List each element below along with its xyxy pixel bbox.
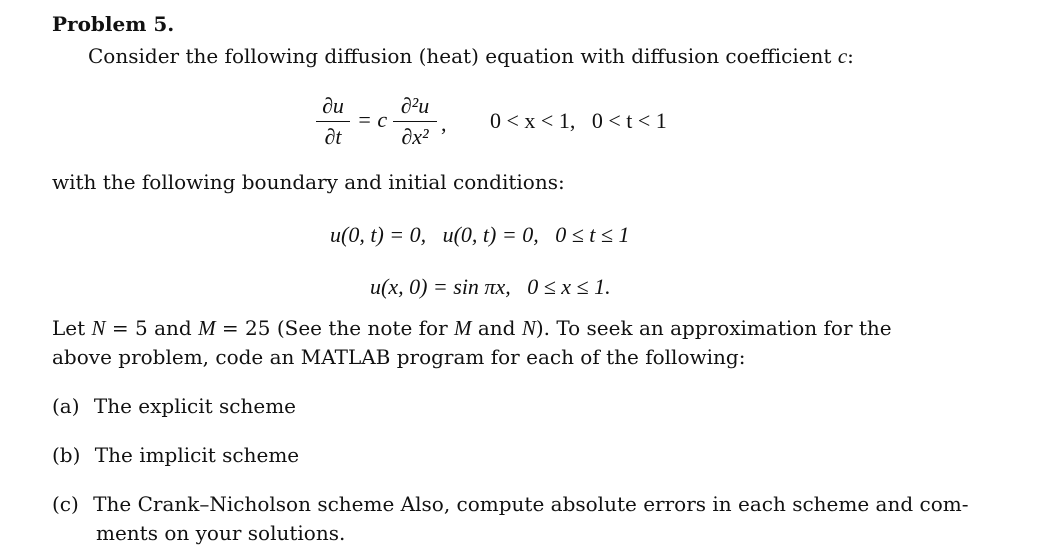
intro-variable: c (837, 44, 848, 68)
params-text-1: Let (52, 316, 92, 340)
item-a-label: (a) (52, 394, 80, 418)
pde-equals: = c (357, 107, 388, 132)
initial-condition: u(x, 0) = sin πx, 0 ≤ x ≤ 1. (370, 274, 611, 299)
params-line-2: above problem, code an MATLAB program for each of the following: (52, 345, 746, 369)
rhs-numerator: ∂²u (400, 93, 430, 118)
rhs-denominator: ∂x² (401, 124, 429, 150)
list-item-b (52, 441, 299, 470)
item-c-text-line2: ments on your solutions. (96, 521, 346, 545)
problem-title: Problem 5. (52, 12, 175, 36)
lhs-denominator: ∂t (324, 124, 342, 150)
params-text-5: ). To seek an approximation for the (535, 316, 892, 340)
params-paragraph (52, 314, 892, 343)
params-text-3: = 25 (See the note for (215, 316, 454, 340)
lhs-fraction (316, 93, 350, 150)
pde-comma: , (441, 111, 447, 136)
params-text-4: and (471, 316, 522, 340)
rhs-fraction-bar (393, 121, 437, 122)
intro-paragraph (88, 42, 854, 71)
item-c-text-line1: The Crank–Nicholson scheme Also, compute absolute errors in each scheme and com- (93, 492, 969, 516)
item-b-label: (b) (52, 443, 81, 467)
rhs-fraction (393, 93, 437, 150)
bc-intro: with the following boundary and initial conditions: (52, 170, 565, 194)
pde-domain: 0 < x < 1, 0 < t < 1 (490, 108, 667, 133)
params-text-2: = 5 and (105, 316, 199, 340)
item-a-text: The explicit scheme (93, 394, 296, 418)
list-item-c (52, 490, 968, 519)
lhs-fraction-bar (316, 121, 350, 122)
intro-text: Consider the following diffusion (heat) equation with diffusion coefficient (88, 44, 838, 68)
params-M: M (198, 316, 216, 340)
item-b-text: The implicit scheme (94, 443, 300, 467)
list-item-a (52, 392, 296, 421)
item-c-label: (c) (52, 492, 79, 516)
params-M2: M (454, 316, 472, 340)
params-N: N (91, 316, 106, 340)
lhs-numerator: ∂u (322, 93, 344, 118)
params-N2: N (521, 316, 536, 340)
boundary-conditions: u(0, t) = 0, u(0, t) = 0, 0 ≤ t ≤ 1 (330, 222, 630, 247)
intro-colon: : (847, 44, 854, 68)
